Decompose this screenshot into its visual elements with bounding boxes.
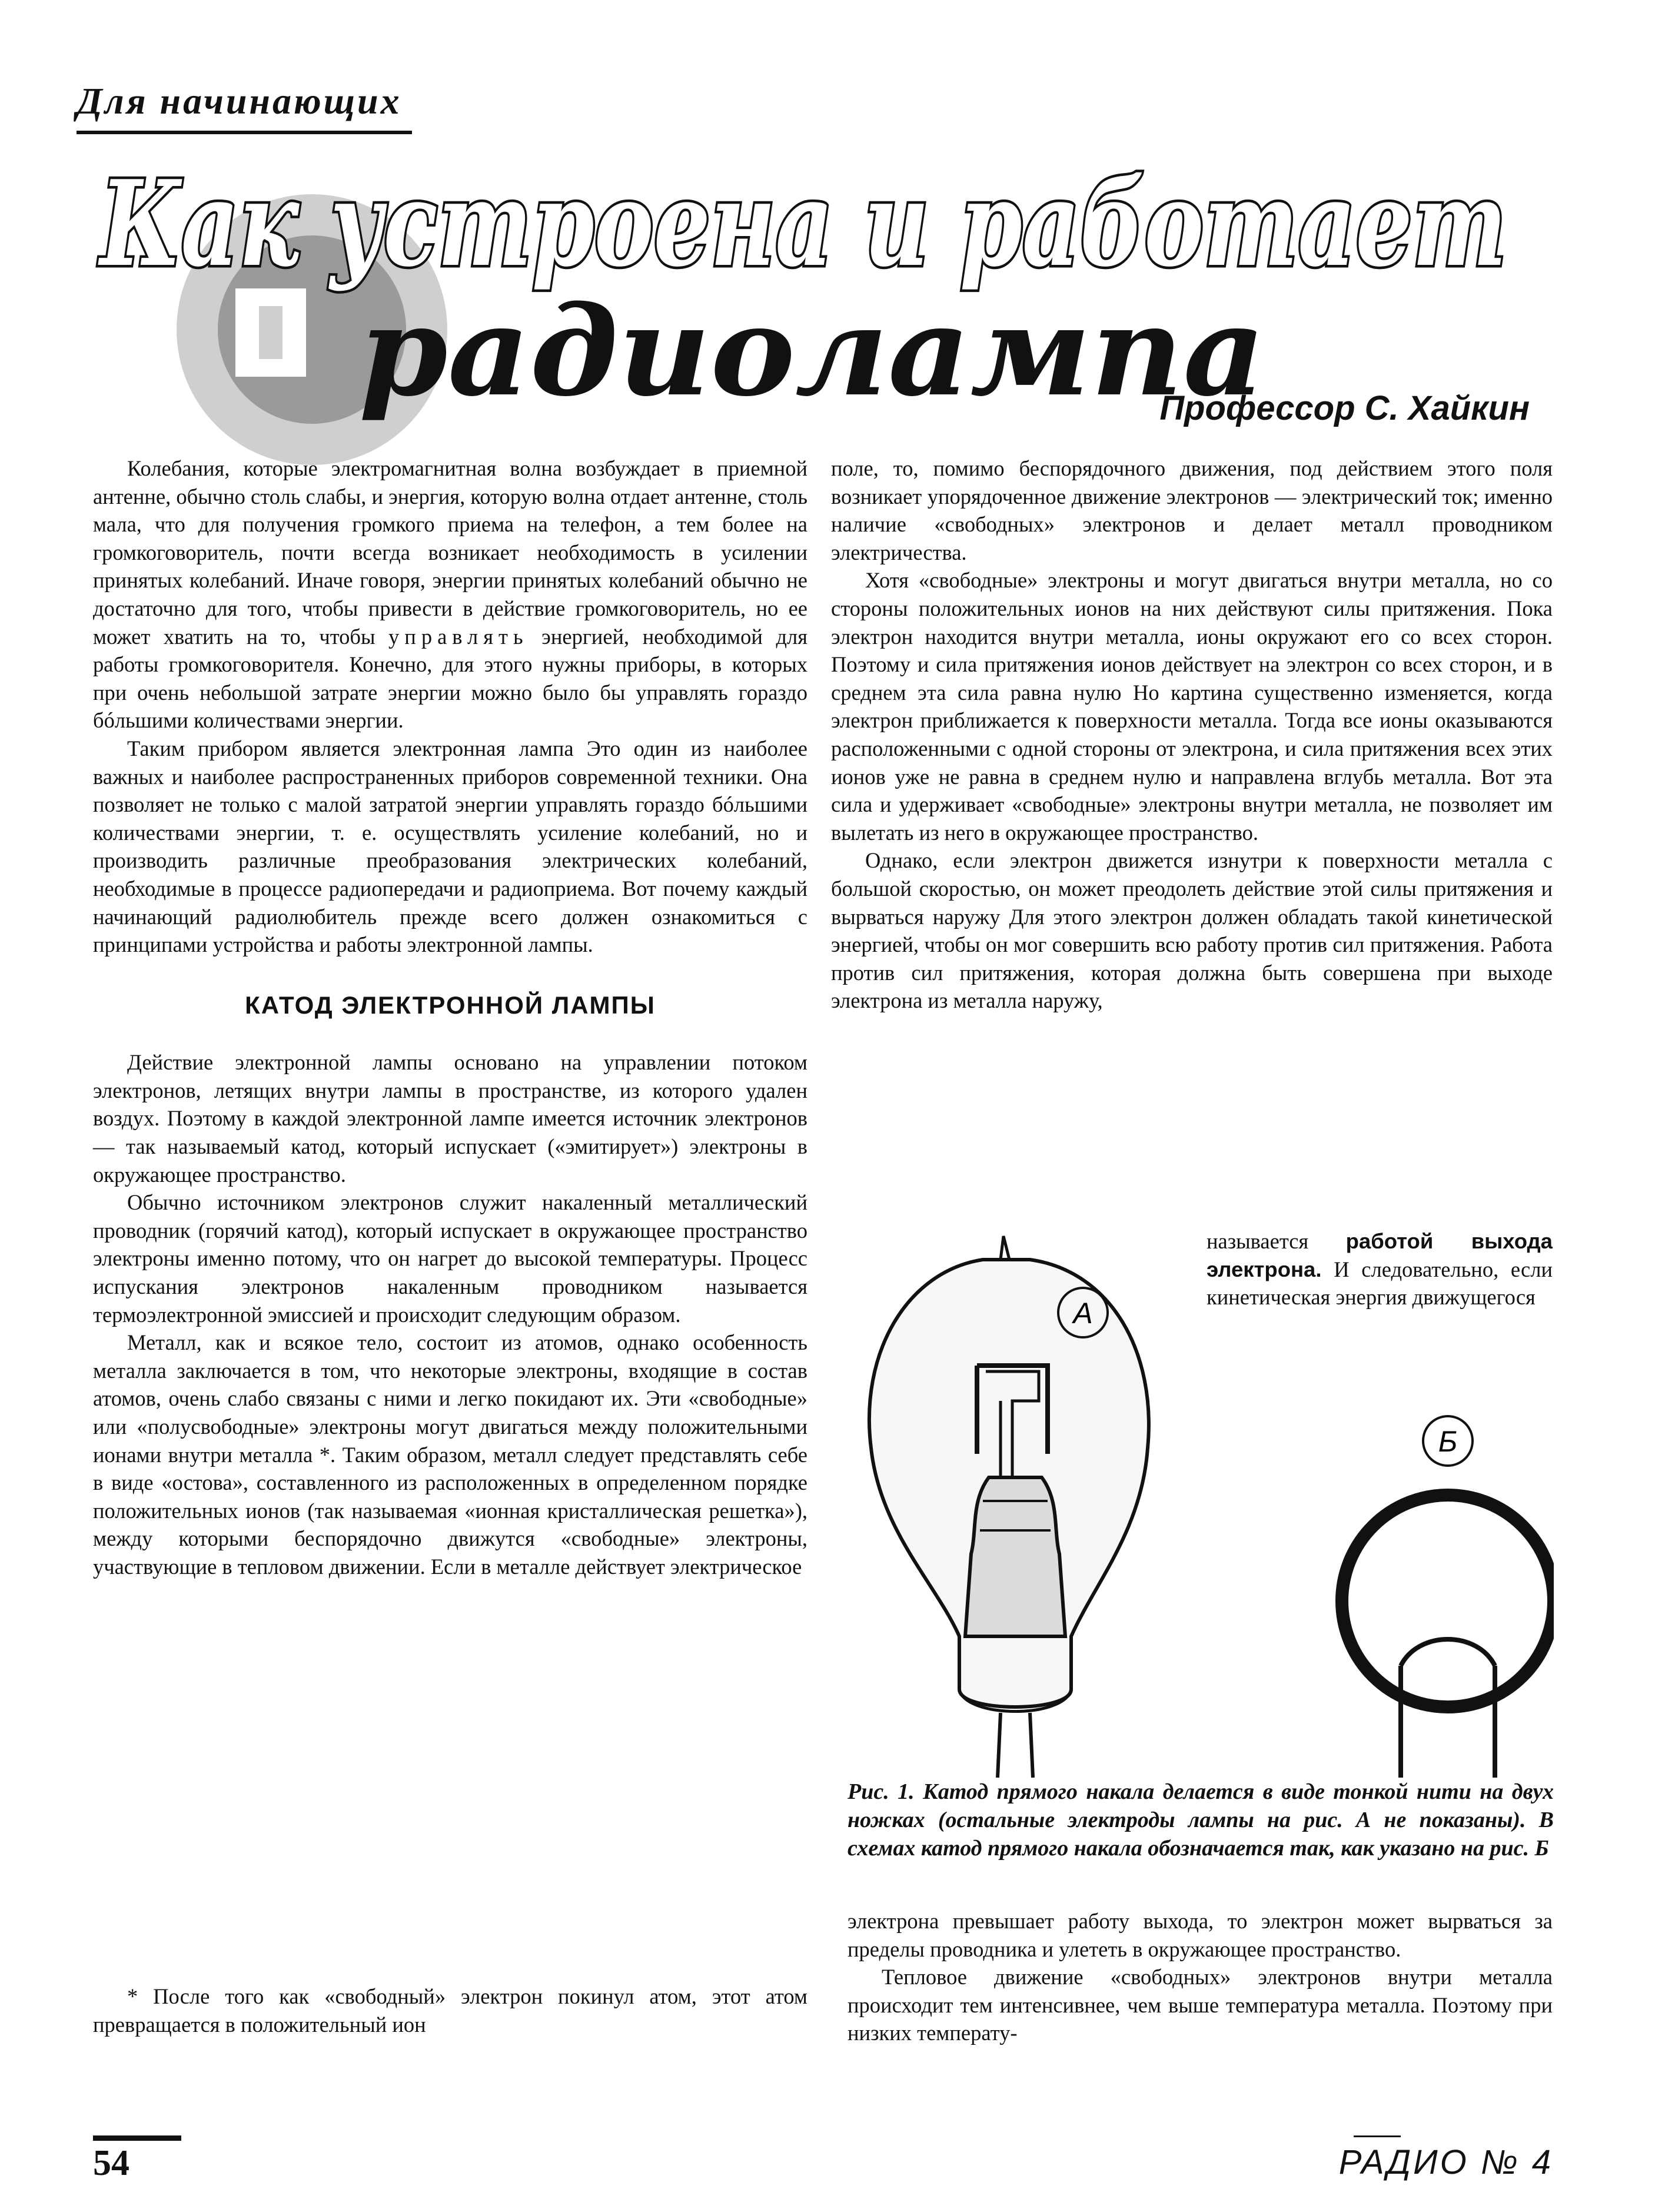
figure-cathode: [836, 1224, 1554, 1783]
title-line-2: радиолампа: [359, 278, 1265, 424]
figure-caption: Рис. 1. Катод прямого накала делается в виде тонкой нити на двух ножках (остальные электроды лампы на рис. А не показаны). В схемах катод прямого накала обозначается так, как указано на рис. Б: [848, 1779, 1554, 1861]
figure-label-a: А: [1073, 1297, 1093, 1330]
footnote-text: * После того как «свободный» электрон покинул атом, этот атом превращается в положительный ион: [93, 1984, 807, 2037]
paragraph: Обычно источником электронов служит накаленный металлический проводник (горячий катод), который испускает в окружающее пространство электроны именно потому, что он нагрет до высокой температуры. Процесс испускания электронов накаленным проводником называется термоэлектронной эмиссией и происходит следующим образом.: [93, 1190, 807, 1327]
author: Профессор С. Хайкин: [1159, 389, 1530, 427]
figure-label-b: Б: [1438, 1425, 1458, 1458]
cathode-symbol-icon: [1342, 1495, 1554, 1778]
paragraph: Тепловое движение «свободных» электронов внутри металла происходит тем интенсивнее, чем выше температура металла. Поэтому при низких температу-: [848, 1965, 1553, 2045]
footer-rule: [93, 2135, 181, 2141]
paragraph: Таким прибором является электронная лампа Это один из наиболее важных и наиболее распространенных приборов современной техники. Она позволяет не только с малой затратой энергии управлять гораздо бóльшими количествами энергии, т. е. осуществлять усиление колебаний, но и производить различные преобразования электрических колебаний, необходимые в процессе радиопередачи и радиоприема. Вот почему каждый начинающий радиолюбитель прежде всего должен ознакомиться с принципами устройства и работы электронной лампы.: [93, 736, 807, 957]
title-line-1: Как устроена и работает: [98, 155, 1507, 293]
paragraph-text: называется: [1207, 1229, 1309, 1253]
page-number: 54: [93, 2143, 129, 2183]
paragraph: Действие электронной лампы основано на управлении потоком электронов, летящих внутри лампы в пространстве, из которого удален воздух. Поэтому в каждой электронной лампе имеется источник электронов — так называемый катод, который испускает («эмитирует») электроны в окружающее пространство.: [93, 1050, 807, 1187]
paragraph: [93, 454, 807, 735]
paragraph: Однако, если электрон движется изнутри к поверхности металла с большой скоростью, он может преодолеть действие этой силы притяжения и вырваться наружу Для этого электрон должен обладать такой кинетической энергией, чтобы он мог совершить всю работу против сил притяжения. Работа против сил притяжения, которая должна быть совершена при выходе электрона из металла наружу,: [831, 848, 1553, 1013]
paragraph: электрона превышает работу выхода, то электрон может вырваться за пределы проводника и улететь в окружающее пространство.: [848, 1909, 1553, 1961]
left-column: [93, 454, 807, 1581]
paragraph-text: энергией, необходимой для работы громкоговорителя. Конечно, для этого нужны приборы, в которых при очень небольшой затрате энергии можно было бы управлять гораздо бóльшими количествами энергии.: [93, 624, 808, 733]
journal-rule: [1354, 2135, 1401, 2137]
section-heading: КАТОД ЭЛЕКТРОННОЙ ЛАМПЫ: [245, 991, 656, 1019]
section-label-underline: [77, 131, 412, 134]
paragraph: Хотя «свободные» электроны и могут двигаться внутри металла, но со стороны положительных ионов на них действуют силы притяжения. Пока электрон находится внутри металла, ионы окружают его со всех сторон. Поэтому и сила притяжения ионов действует на электрон со всех сторон, и в среднем эта сила равна нулю Но картина существенно изменяется, когда электрон приближается к поверхности металла. Тогда все ионы оказываются расположенными с одной стороны от электрона, и сила притяжения всех этих ионов уже не равна в среднем нулю и направлена вглубь металла. Вот эта сила и удерживает «свободные» электроны внутри металла, не позволяет им вылетать из него в окружающее пространство.: [831, 568, 1553, 845]
section-label: Для начинающих: [77, 80, 402, 122]
paragraph-text: Колебания, которые электромагнитная волна возбуждает в приемной антенне, обычно столь слабы, и энергия, которую волна отдает антенне, столь мала, что для получения громкого приема на телефон, а тем более на громкоговоритель, почти всегда возникает необходимость в усилении принятых колебаний. Иначе говоря, энергии принятых колебаний обычно не достаточно для того, чтобы привести в действие громкоговоритель, но ее может хватить на то, чтобы: [93, 456, 807, 649]
paragraph-text: И следовательно, если кинетическая энергия движущегося: [1207, 1257, 1553, 1310]
term-bold: работой выхода электрона.: [1207, 1229, 1553, 1281]
paragraph: Металл, как и всякое тело, состоит из атомов, однако особенность металла заключается в том, что некоторые электроны, входящие в состав атомов, очень слабо связаны с ними и легко покидают их. Эти «свободные» или «полусвободные» электроны могут двигаться между положительными ионами внутри металла *. Таким образом, металл следует представлять себе в виде «остова», составленного из расположенных в определенном порядке положительных ионов (так называемая «ионная кристаллическая решетка»), между которыми беспорядочно движутся «свободные» электроны, участвующие в тепловом движении. Если в металле действует электрическое: [93, 1330, 807, 1579]
emphasis-text: управлять: [388, 624, 529, 649]
right-column: [831, 454, 1553, 1015]
journal-name: РАДИО № 4: [1338, 2143, 1553, 2181]
footnote: [93, 1982, 807, 2038]
right-column-continued: [848, 1907, 1553, 2047]
paragraph: поле, то, помимо беспорядочного движения, под действием этого поля возникает упорядоченное движение электронов — электрический ток; именно наличие «свободных» электронов и делает металл проводником электричества.: [831, 456, 1553, 564]
